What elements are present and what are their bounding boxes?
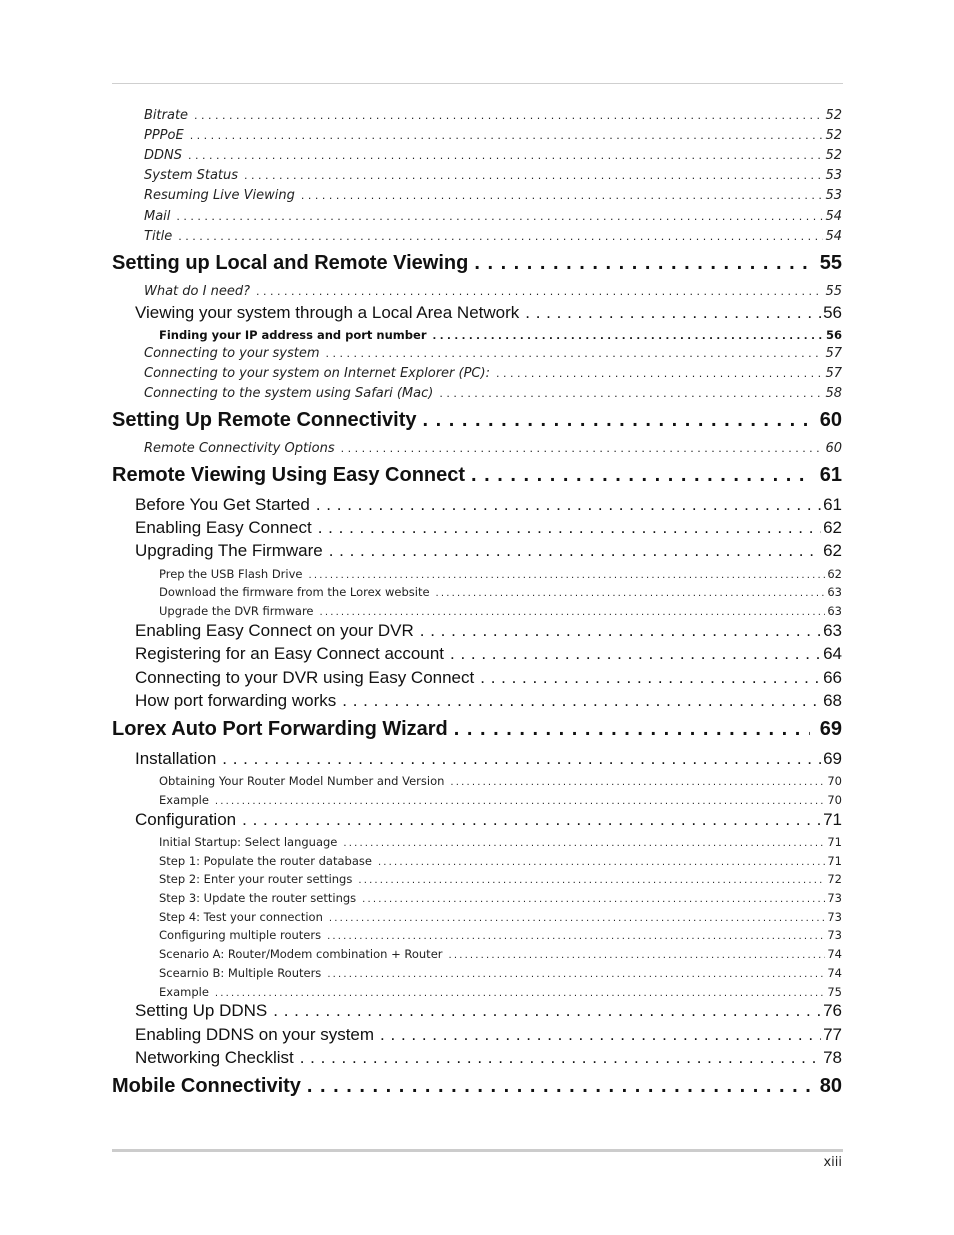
- toc-entry-page: 56: [825, 328, 842, 342]
- toc-dot-leader: [273, 1001, 821, 1021]
- toc-entry-page: 76: [823, 1001, 842, 1020]
- toc-entry-page: 69: [823, 749, 842, 768]
- toc-entry-title: Installation: [135, 749, 217, 768]
- toc-entry-title: Viewing your system through a Local Area Network: [135, 303, 520, 322]
- toc-dot-leader: [380, 1025, 821, 1045]
- page-number: xiii: [823, 1155, 842, 1170]
- toc-dot-leader: [329, 913, 825, 924]
- toc-entry-title: Configuring multiple routers: [159, 928, 322, 942]
- toc-section-entry[interactable]: [135, 541, 842, 561]
- toc-entry-page: 62: [827, 567, 842, 581]
- toc-entry-title: Example: [159, 985, 209, 999]
- toc-entry-title: Setting Up DDNS: [135, 1001, 268, 1020]
- toc-entry-page: 71: [823, 810, 842, 829]
- toc-entry-title: Obtaining Your Router Model Number and Version: [159, 774, 445, 788]
- toc-entry-page: 73: [827, 891, 842, 905]
- toc-entry-page: 73: [827, 910, 842, 924]
- toc-subsection-entry[interactable]: [159, 966, 842, 981]
- toc-entry-title: How port forwarding works: [135, 691, 337, 710]
- toc-dot-leader: [454, 718, 810, 741]
- toc-section-entry[interactable]: [135, 621, 842, 641]
- toc-entry-page: 66: [823, 668, 842, 687]
- toc-entry-title: Connecting to your system on Internet Explorer (PC):: [144, 366, 490, 381]
- toc-entry-page: 69: [819, 718, 842, 740]
- toc-dot-leader: [308, 570, 825, 581]
- toc-section-entry[interactable]: [135, 303, 842, 323]
- toc-dot-leader: [326, 347, 824, 360]
- toc-dot-leader: [327, 931, 825, 942]
- toc-dot-leader: [320, 607, 826, 618]
- toc-entry-page: 57: [825, 346, 842, 361]
- toc-section-entry[interactable]: [135, 495, 842, 515]
- toc-subsection-entry[interactable]: [144, 168, 842, 184]
- toc-entry-page: 61: [823, 495, 842, 514]
- toc-dot-leader: [342, 691, 821, 711]
- toc-entry-title: Enabling Easy Connect: [135, 518, 312, 537]
- toc-entry-page: 63: [827, 604, 842, 618]
- toc-dot-leader: [436, 588, 826, 599]
- toc-dot-leader: [300, 1048, 821, 1068]
- toc-entry-title: Enabling DDNS on your system: [135, 1025, 375, 1044]
- toc-entry-title: Registering for an Easy Connect account: [135, 644, 445, 663]
- toc-dot-leader: [341, 442, 824, 455]
- toc-dot-leader: [244, 169, 823, 182]
- toc-subsection-entry[interactable]: [144, 128, 842, 144]
- toc-entry-title: Connecting to the system using Safari (Mac): [144, 386, 434, 401]
- toc-section-entry[interactable]: [135, 668, 842, 688]
- toc-subsection-entry[interactable]: [159, 985, 842, 1000]
- toc-entry-page: 74: [827, 966, 842, 980]
- toc-entry-title: Scearnio B: Multiple Routers: [159, 966, 322, 980]
- toc-dot-leader: [343, 838, 825, 849]
- toc-entry-title: Example: [159, 793, 209, 807]
- toc-dot-leader: [362, 894, 825, 905]
- toc-dot-leader: [422, 409, 809, 432]
- toc-entry-title: Title: [144, 229, 173, 244]
- toc-subsection-entry[interactable]: [144, 108, 842, 124]
- toc-entry-page: 60: [819, 409, 842, 431]
- toc-subsection-entry[interactable]: [159, 567, 842, 582]
- toc-section-entry[interactable]: [135, 810, 842, 830]
- toc-entry-title: Enabling Easy Connect on your DVR: [135, 621, 414, 640]
- toc-entry-page: 72: [827, 872, 842, 886]
- toc-entry-title: Setting up Local and Remote Viewing: [112, 252, 469, 274]
- toc-entry-page: 80: [819, 1075, 842, 1097]
- toc-entry-title: Configuration: [135, 810, 237, 829]
- toc-entry-title: Remote Viewing Using Easy Connect: [112, 464, 466, 486]
- toc-dot-leader: [176, 210, 823, 223]
- toc-dot-leader: [378, 857, 825, 868]
- toc-entry-page: 75: [827, 985, 842, 999]
- toc-subsection-entry[interactable]: [144, 284, 842, 300]
- toc-dot-leader: [215, 988, 825, 999]
- toc-entry-title: Step 1: Populate the router database: [159, 854, 372, 868]
- toc-entry-page: 77: [823, 1025, 842, 1044]
- toc-entry-title: Upgrade the DVR firmware: [159, 604, 314, 618]
- toc-dot-leader: [222, 749, 821, 769]
- toc-entry-title: Bitrate: [144, 108, 189, 123]
- toc-subsection-entry[interactable]: [144, 188, 842, 204]
- toc-dot-leader: [439, 387, 823, 400]
- toc-dot-leader: [420, 621, 821, 641]
- toc-dot-leader: [358, 875, 825, 886]
- toc-dot-leader: [480, 668, 821, 688]
- toc-subsection-entry[interactable]: [159, 910, 842, 925]
- toc-section-entry[interactable]: [135, 518, 842, 538]
- toc-entry-page: 56: [823, 303, 842, 322]
- toc-entry-page: 52: [825, 128, 842, 143]
- toc-entry-title: What do I need?: [144, 284, 250, 299]
- toc-dot-leader: [327, 969, 825, 980]
- toc-chapter-entry[interactable]: [112, 464, 842, 488]
- toc-entry-title: Resuming Live Viewing: [144, 188, 295, 203]
- toc-subsection-entry[interactable]: [159, 793, 842, 808]
- toc-entry-page: 71: [827, 835, 842, 849]
- toc-chapter-entry[interactable]: [112, 718, 842, 742]
- toc-dot-leader: [449, 950, 826, 961]
- toc-entry-page: 55: [819, 252, 842, 274]
- toc-subsection-entry[interactable]: [159, 774, 842, 789]
- toc-entry-title: Scenario A: Router/Modem combination + Router: [159, 947, 443, 961]
- toc-subsection-entry[interactable]: [144, 209, 842, 225]
- toc-entry-title: Before You Get Started: [135, 495, 310, 514]
- toc-entry-title: Mobile Connectivity: [112, 1075, 301, 1097]
- toc-entry-page: 73: [827, 928, 842, 942]
- toc-entry-title: Upgrading The Firmware: [135, 541, 323, 560]
- toc-entry-title: Step 3: Update the router settings: [159, 891, 357, 905]
- toc-subsection-entry[interactable]: [159, 585, 842, 600]
- toc-dot-leader: [474, 252, 809, 275]
- toc-dot-leader: [496, 367, 823, 380]
- toc-subsection-entry[interactable]: [159, 835, 842, 850]
- toc-subsection-entry[interactable]: [144, 346, 842, 362]
- toc-chapter-entry[interactable]: [112, 409, 842, 433]
- toc-entry-title: PPPoE: [144, 128, 184, 143]
- toc-entry-title: Step 2: Enter your router settings: [159, 872, 353, 886]
- toc-section-entry[interactable]: [135, 1048, 842, 1068]
- toc-dot-leader: [450, 777, 825, 788]
- toc-section-entry[interactable]: [135, 644, 842, 664]
- toc-entry-title: DDNS: [144, 148, 182, 163]
- toc-dot-leader: [318, 518, 821, 538]
- toc-dot-leader: [215, 796, 825, 807]
- toc-entry-title: Lorex Auto Port Forwarding Wizard: [112, 718, 448, 740]
- toc-section-entry[interactable]: [135, 749, 842, 769]
- toc-entry-page: 61: [819, 464, 842, 486]
- toc-entry-page: 62: [823, 541, 842, 560]
- toc-entry-page: 70: [827, 774, 842, 788]
- toc-section-entry[interactable]: [135, 1001, 842, 1021]
- toc-section-entry[interactable]: [135, 1025, 842, 1045]
- toc-entry-page: 54: [825, 209, 842, 224]
- toc-subsection-entry[interactable]: [159, 891, 842, 906]
- toc-entry-page: 60: [825, 441, 842, 456]
- toc-dot-leader: [256, 285, 823, 298]
- toc-section-entry[interactable]: [135, 691, 842, 711]
- toc-entry-title: Finding your IP address and port number: [159, 328, 427, 342]
- toc-entry-title: Setting Up Remote Connectivity: [112, 409, 417, 431]
- toc-entry-title: System Status: [144, 168, 239, 183]
- toc-dot-leader: [433, 331, 824, 342]
- toc-dot-leader: [190, 129, 824, 142]
- toc-entry-title: Remote Connectivity Options: [144, 441, 335, 456]
- toc-entry-title: Prep the USB Flash Drive: [159, 567, 303, 581]
- toc-dot-leader: [178, 230, 823, 243]
- toc-subsection-entry[interactable]: [159, 872, 842, 887]
- toc-entry-page: 62: [823, 518, 842, 537]
- toc-entry-page: 68: [823, 691, 842, 710]
- toc-entry-page: 58: [825, 386, 842, 401]
- toc-entry-title: Step 4: Test your connection: [159, 910, 323, 924]
- toc-entry-title: Download the firmware from the Lorex website: [159, 585, 430, 599]
- toc-chapter-entry[interactable]: [112, 1075, 842, 1099]
- toc-entry-page: 52: [825, 108, 842, 123]
- toc-dot-leader: [525, 303, 821, 323]
- toc-subsection-entry[interactable]: [144, 366, 842, 382]
- footer-rule: [112, 1149, 843, 1152]
- toc-subsection-entry[interactable]: [159, 328, 842, 343]
- toc-entry-page: 55: [825, 284, 842, 299]
- toc-entry-page: 70: [827, 793, 842, 807]
- toc-subsection-entry[interactable]: [159, 947, 842, 962]
- toc-entry-page: 63: [823, 621, 842, 640]
- toc-entry-page: 53: [825, 168, 842, 183]
- toc-dot-leader: [450, 644, 821, 664]
- toc-dot-leader: [188, 149, 823, 162]
- toc-chapter-entry[interactable]: [112, 252, 842, 276]
- toc-entry-title: Connecting to your system: [144, 346, 320, 361]
- toc-subsection-entry[interactable]: [159, 604, 842, 619]
- toc-entry-page: 54: [825, 229, 842, 244]
- toc-subsection-entry[interactable]: [159, 854, 842, 869]
- toc-entry-title: Networking Checklist: [135, 1048, 294, 1067]
- toc-entry-page: 64: [823, 644, 842, 663]
- toc-entry-page: 52: [825, 148, 842, 163]
- toc-subsection-entry[interactable]: [159, 928, 842, 943]
- toc-subsection-entry[interactable]: [144, 441, 842, 457]
- toc-entry-page: 57: [825, 366, 842, 381]
- toc-entry-page: 63: [827, 585, 842, 599]
- toc-subsection-entry[interactable]: [144, 148, 842, 164]
- toc-dot-leader: [301, 189, 824, 202]
- toc-dot-leader: [471, 464, 810, 487]
- toc-dot-leader: [329, 541, 821, 561]
- toc-dot-leader: [194, 109, 823, 122]
- toc-subsection-entry[interactable]: [144, 229, 842, 245]
- toc-entry-title: Connecting to your DVR using Easy Connect: [135, 668, 475, 687]
- toc-entry-page: 74: [827, 947, 842, 961]
- toc-dot-leader: [316, 495, 821, 515]
- toc-entry-page: 53: [825, 188, 842, 203]
- toc-dot-leader: [242, 810, 821, 830]
- toc-entry-page: 71: [827, 854, 842, 868]
- toc-entry-title: Initial Startup: Select language: [159, 835, 338, 849]
- toc-entry-title: Mail: [144, 209, 171, 224]
- toc-entry-page: 78: [823, 1048, 842, 1067]
- toc-subsection-entry[interactable]: [144, 386, 842, 402]
- toc-dot-leader: [307, 1075, 810, 1098]
